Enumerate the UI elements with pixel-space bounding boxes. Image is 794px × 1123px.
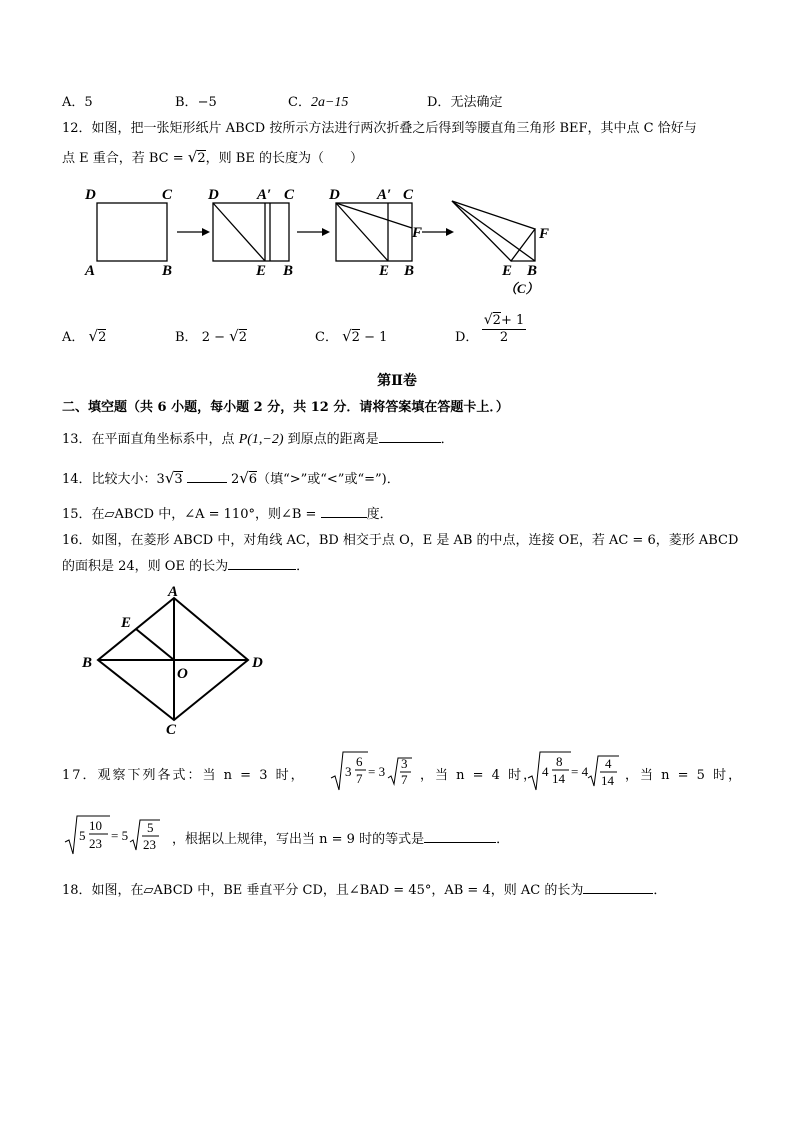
q18: 18．如图，在▱ABCD 中，BE 垂直平分 CD，且∠BAD = 45°，AB = 4，则 AC 的长为 ． xyxy=(62,883,667,898)
label-b3: B xyxy=(404,263,415,279)
q12-option-c: C． √2 − 1 xyxy=(315,327,388,345)
label-a-prime3: A′ xyxy=(377,187,392,203)
q15: 15．在▱ABCD 中，∠A = 110°，则∠B = 度． xyxy=(62,507,393,522)
label-d2: D xyxy=(208,187,219,203)
svg-text:14: 14 xyxy=(601,773,614,788)
svg-text:4: 4 xyxy=(542,764,549,779)
q16-rhombus-figure xyxy=(78,582,278,742)
q17-expr-1 xyxy=(328,748,418,794)
label-b: B xyxy=(162,263,173,279)
svg-text:5: 5 xyxy=(147,820,154,835)
q16-answer-blank[interactable] xyxy=(228,557,296,570)
q12-stem-line1: 12．如图，把一张矩形纸片 ABCD 按所示方法进行两次折叠之后得到等腰直角三角形 BEF，其中点 C 恰好与 xyxy=(62,121,697,136)
q14: 14．比较大小：3√3 2√6（填“>”或“<”或“=”)． xyxy=(62,469,400,487)
q17-question: ，根据以上规律，写出当 n = 9 时的等式是 ． xyxy=(172,832,510,847)
label-e: E xyxy=(256,263,267,279)
svg-text:8: 8 xyxy=(556,754,563,769)
label-b2: B xyxy=(283,263,294,279)
svg-text:4: 4 xyxy=(605,756,612,771)
label-d: D xyxy=(85,187,96,203)
rhombus-label-c: C xyxy=(166,722,177,738)
label-c2: C xyxy=(284,187,295,203)
rhombus-label-a: A xyxy=(168,584,179,600)
label-a: A xyxy=(85,263,96,279)
q12-option-d: D． xyxy=(455,330,479,345)
label-c3: C xyxy=(403,187,414,203)
q11-option-a: A．5 xyxy=(62,95,93,110)
q11-option-b: B．−5 xyxy=(175,95,217,110)
q12-option-a: A． √2 xyxy=(62,327,107,345)
section-title: 第Ⅱ卷 xyxy=(377,373,417,389)
label-d3: D xyxy=(329,187,340,203)
q12-option-b: B． 2 − √2 xyxy=(175,327,247,345)
rectangle-abcd xyxy=(97,203,167,261)
svg-text:3: 3 xyxy=(401,756,408,771)
svg-text:10: 10 xyxy=(89,818,102,833)
figure-caption: （C） xyxy=(504,281,539,296)
svg-text:7: 7 xyxy=(401,772,408,787)
svg-text:= 4: = 4 xyxy=(571,764,589,779)
q17-expr-2 xyxy=(525,748,625,794)
q15-answer-blank[interactable] xyxy=(321,505,367,518)
svg-text:14: 14 xyxy=(552,771,565,786)
rhombus-label-d: D xyxy=(252,655,263,671)
q11-option-d: D．无法确定 xyxy=(427,95,503,110)
q12-folding-figure xyxy=(70,183,570,298)
svg-text:6: 6 xyxy=(356,754,363,769)
section-heading: 二、填空题（共 6 小题，每小题 2 分，共 12 分．请将答案填在答题卡上．） xyxy=(62,400,509,415)
label-e3: E xyxy=(379,263,390,279)
q11-option-c: C．2a−15 xyxy=(288,95,349,110)
q13: 13．在平面直角坐标系中，点 P(1,−2) 到原点的距离是 ． xyxy=(62,432,454,447)
q17-mid-2: ，当 n = 5 时， xyxy=(625,768,744,783)
rhombus-label-b: B xyxy=(82,655,93,671)
svg-text:= 5: = 5 xyxy=(111,828,129,843)
label-e4: E xyxy=(502,263,513,279)
svg-text:23: 23 xyxy=(143,837,156,852)
svg-text:7: 7 xyxy=(356,771,363,786)
rhombus-label-e: E xyxy=(121,615,132,631)
q12-stem-line2: 点 E 重合，若 BC = √2，则 BE 的长度为（ ） xyxy=(62,148,363,166)
q17-answer-blank[interactable] xyxy=(424,830,496,843)
svg-text:3: 3 xyxy=(345,764,352,779)
rhombus-label-o: O xyxy=(177,666,188,682)
svg-text:5: 5 xyxy=(79,828,86,843)
q12-option-d-fraction: √2+ 1 2 xyxy=(483,312,525,345)
q17-intro: 17．观察下列各式：当 n = 3 时， xyxy=(62,768,306,783)
label-c: C xyxy=(162,187,173,203)
label-b4: B xyxy=(527,263,538,279)
q14-answer-blank[interactable] xyxy=(187,470,227,483)
q17-expr-3 xyxy=(62,812,172,858)
q16-line2: 的面积是 24，则 OE 的长为 ． xyxy=(62,559,310,574)
label-f3: F xyxy=(412,225,423,241)
svg-text:23: 23 xyxy=(89,836,102,851)
q16-line1: 16．如图，在菱形 ABCD 中，对角线 AC，BD 相交于点 O，E 是 AB 的中点，连接 OE，若 AC = 6，菱形 ABCD xyxy=(62,533,739,548)
label-a-prime: A′ xyxy=(257,187,272,203)
q17-mid-1: ，当 n = 4 时， xyxy=(420,768,539,783)
q13-answer-blank[interactable] xyxy=(379,430,441,443)
label-f4: F xyxy=(539,226,550,242)
svg-text:= 3: = 3 xyxy=(368,764,386,779)
q18-answer-blank[interactable] xyxy=(583,881,653,894)
